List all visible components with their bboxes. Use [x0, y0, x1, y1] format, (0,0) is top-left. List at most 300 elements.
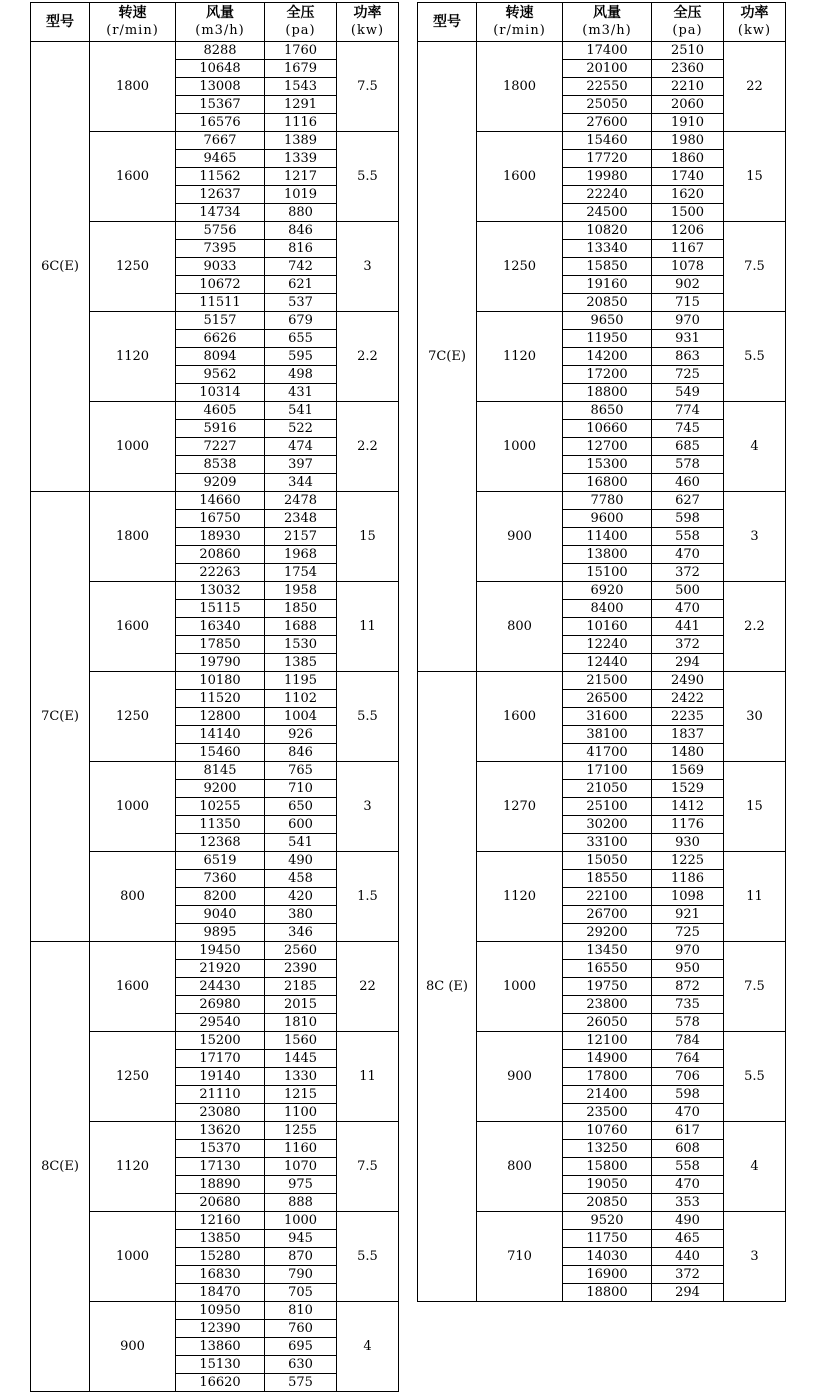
pressure-cell: 372 [652, 1266, 724, 1284]
pressure-cell: 1225 [652, 852, 724, 870]
power-cell: 5.5 [724, 1032, 786, 1122]
airflow-cell: 19140 [176, 1068, 265, 1086]
airflow-cell: 20680 [176, 1194, 265, 1212]
pressure-cell: 440 [652, 1248, 724, 1266]
header-airflow [176, 3, 265, 42]
airflow-cell: 15100 [563, 564, 652, 582]
airflow-cell: 10820 [563, 222, 652, 240]
pressure-cell: 1480 [652, 744, 724, 762]
pressure-cell: 490 [265, 852, 337, 870]
speed-cell: 1250 [90, 1032, 176, 1122]
airflow-cell: 15370 [176, 1140, 265, 1158]
airflow-cell: 12160 [176, 1212, 265, 1230]
speed-cell: 800 [90, 852, 176, 942]
airflow-cell: 22240 [563, 186, 652, 204]
airflow-cell: 14660 [176, 492, 265, 510]
pressure-cell: 1255 [265, 1122, 337, 1140]
airflow-cell: 8538 [176, 456, 265, 474]
pressure-cell: 655 [265, 330, 337, 348]
speed-cell: 1270 [477, 762, 563, 852]
speed-cell: 1800 [477, 42, 563, 132]
airflow-cell: 12700 [563, 438, 652, 456]
pressure-cell: 474 [265, 438, 337, 456]
airflow-cell: 11400 [563, 528, 652, 546]
pressure-cell: 1195 [265, 672, 337, 690]
speed-cell: 1250 [90, 672, 176, 762]
pressure-cell: 1116 [265, 114, 337, 132]
header-unit: (kw) [737, 23, 772, 38]
pressure-cell: 1543 [265, 78, 337, 96]
pressure-cell: 346 [265, 924, 337, 942]
pressure-cell: 441 [652, 618, 724, 636]
speed-cell: 800 [477, 1122, 563, 1212]
airflow-cell: 17170 [176, 1050, 265, 1068]
pressure-cell: 575 [265, 1374, 337, 1392]
airflow-cell: 18470 [176, 1284, 265, 1302]
pressure-cell: 1679 [265, 60, 337, 78]
speed-cell: 710 [477, 1212, 563, 1302]
table-body [418, 42, 786, 1302]
pressure-cell: 420 [265, 888, 337, 906]
airflow-cell: 7360 [176, 870, 265, 888]
airflow-cell: 26500 [563, 690, 652, 708]
airflow-cell: 13800 [563, 546, 652, 564]
pressure-cell: 630 [265, 1356, 337, 1374]
airflow-cell: 9650 [563, 312, 652, 330]
airflow-cell: 13008 [176, 78, 265, 96]
airflow-cell: 8200 [176, 888, 265, 906]
airflow-cell: 13850 [176, 1230, 265, 1248]
pressure-cell: 735 [652, 996, 724, 1014]
header-title: 全压 [286, 5, 315, 21]
pressure-cell: 372 [652, 564, 724, 582]
pressure-cell: 2560 [265, 942, 337, 960]
pressure-cell: 458 [265, 870, 337, 888]
header-airflow [563, 3, 652, 42]
airflow-cell: 16576 [176, 114, 265, 132]
airflow-cell: 10314 [176, 384, 265, 402]
header-unit: (m3/h) [195, 23, 245, 38]
pressure-cell: 685 [652, 438, 724, 456]
pressure-cell: 1740 [652, 168, 724, 186]
airflow-cell: 17800 [563, 1068, 652, 1086]
airflow-cell: 9520 [563, 1212, 652, 1230]
pressure-cell: 598 [652, 1086, 724, 1104]
power-cell: 11 [724, 852, 786, 942]
airflow-cell: 31600 [563, 708, 652, 726]
pressure-cell: 760 [265, 1320, 337, 1338]
airflow-cell: 18800 [563, 1284, 652, 1302]
pressure-cell: 715 [652, 294, 724, 312]
airflow-cell: 13860 [176, 1338, 265, 1356]
airflow-cell: 15130 [176, 1356, 265, 1374]
airflow-cell: 4605 [176, 402, 265, 420]
pressure-cell: 1850 [265, 600, 337, 618]
airflow-cell: 18930 [176, 528, 265, 546]
airflow-cell: 16900 [563, 1266, 652, 1284]
pressure-cell: 558 [652, 1158, 724, 1176]
pressure-cell: 2510 [652, 42, 724, 60]
airflow-cell: 16550 [563, 960, 652, 978]
airflow-cell: 9562 [176, 366, 265, 384]
pressure-cell: 2348 [265, 510, 337, 528]
airflow-cell: 10648 [176, 60, 265, 78]
power-cell: 5.5 [337, 672, 399, 762]
model-cell: 8C(E) [31, 942, 90, 1392]
pressure-cell: 1389 [265, 132, 337, 150]
header-pressure [265, 3, 337, 42]
table-body [31, 42, 399, 1392]
header-unit: (pa) [285, 23, 316, 38]
airflow-cell: 15460 [176, 744, 265, 762]
speed-cell: 1600 [477, 672, 563, 762]
pressure-cell: 537 [265, 294, 337, 312]
header-unit: (r/min) [493, 23, 546, 38]
table-row [418, 672, 786, 690]
pressure-cell: 1078 [652, 258, 724, 276]
pressure-cell: 774 [652, 402, 724, 420]
airflow-cell: 5756 [176, 222, 265, 240]
pressure-cell: 706 [652, 1068, 724, 1086]
airflow-cell: 6626 [176, 330, 265, 348]
pressure-cell: 2015 [265, 996, 337, 1014]
airflow-cell: 13450 [563, 942, 652, 960]
pressure-cell: 621 [265, 276, 337, 294]
airflow-cell: 17130 [176, 1158, 265, 1176]
pressure-cell: 470 [652, 1104, 724, 1122]
speed-cell: 1000 [477, 402, 563, 492]
airflow-cell: 14900 [563, 1050, 652, 1068]
airflow-cell: 23800 [563, 996, 652, 1014]
power-cell: 4 [337, 1302, 399, 1392]
pressure-cell: 679 [265, 312, 337, 330]
speed-cell: 1600 [90, 132, 176, 222]
airflow-cell: 15367 [176, 96, 265, 114]
model-cell: 7C(E) [418, 42, 477, 672]
airflow-cell: 21400 [563, 1086, 652, 1104]
pressure-cell: 880 [265, 204, 337, 222]
power-cell: 1.5 [337, 852, 399, 942]
pressure-cell: 1530 [265, 636, 337, 654]
power-cell: 7.5 [337, 1122, 399, 1212]
airflow-cell: 11562 [176, 168, 265, 186]
header-title: 风量 [206, 5, 234, 21]
pressure-cell: 1980 [652, 132, 724, 150]
table-row [31, 942, 399, 960]
pressure-cell: 1070 [265, 1158, 337, 1176]
pressure-cell: 863 [652, 348, 724, 366]
airflow-cell: 12240 [563, 636, 652, 654]
pressure-cell: 2210 [652, 78, 724, 96]
power-cell: 30 [724, 672, 786, 762]
airflow-cell: 41700 [563, 744, 652, 762]
pressure-cell: 1860 [652, 150, 724, 168]
airflow-cell: 14140 [176, 726, 265, 744]
table-header [31, 3, 399, 42]
pressure-cell: 600 [265, 816, 337, 834]
airflow-cell: 22263 [176, 564, 265, 582]
airflow-cell: 24430 [176, 978, 265, 996]
airflow-cell: 17720 [563, 150, 652, 168]
power-cell: 7.5 [724, 942, 786, 1032]
airflow-cell: 8288 [176, 42, 265, 60]
speed-cell: 1800 [90, 42, 176, 132]
airflow-cell: 8650 [563, 402, 652, 420]
airflow-cell: 16620 [176, 1374, 265, 1392]
pressure-cell: 1160 [265, 1140, 337, 1158]
pressure-cell: 1206 [652, 222, 724, 240]
airflow-cell: 38100 [563, 726, 652, 744]
airflow-cell: 10950 [176, 1302, 265, 1320]
airflow-cell: 9209 [176, 474, 265, 492]
speed-cell: 1600 [90, 582, 176, 672]
airflow-cell: 15300 [563, 456, 652, 474]
pressure-cell: 490 [652, 1212, 724, 1230]
airflow-cell: 12637 [176, 186, 265, 204]
header-title: 转速 [505, 5, 534, 21]
pressure-cell: 498 [265, 366, 337, 384]
pressure-cell: 2390 [265, 960, 337, 978]
model-cell: 8C (E) [418, 672, 477, 1302]
speed-cell: 1000 [477, 942, 563, 1032]
airflow-cell: 7395 [176, 240, 265, 258]
pressure-cell: 598 [652, 510, 724, 528]
pressure-cell: 1100 [265, 1104, 337, 1122]
pressure-cell: 460 [652, 474, 724, 492]
power-cell: 11 [337, 582, 399, 672]
airflow-cell: 16830 [176, 1266, 265, 1284]
airflow-cell: 15280 [176, 1248, 265, 1266]
airflow-cell: 19790 [176, 654, 265, 672]
power-cell: 3 [337, 762, 399, 852]
power-cell: 7.5 [337, 42, 399, 132]
airflow-cell: 23500 [563, 1104, 652, 1122]
airflow-cell: 21050 [563, 780, 652, 798]
airflow-cell: 25100 [563, 798, 652, 816]
power-cell: 3 [724, 492, 786, 582]
speed-cell: 1250 [90, 222, 176, 312]
pressure-cell: 1760 [265, 42, 337, 60]
pressure-cell: 926 [265, 726, 337, 744]
airflow-cell: 9040 [176, 906, 265, 924]
pressure-cell: 921 [652, 906, 724, 924]
airflow-cell: 27600 [563, 114, 652, 132]
airflow-cell: 11520 [176, 690, 265, 708]
airflow-cell: 22550 [563, 78, 652, 96]
pressure-cell: 344 [265, 474, 337, 492]
pressure-cell: 888 [265, 1194, 337, 1212]
header-title: 功率 [353, 5, 382, 21]
pressure-cell: 784 [652, 1032, 724, 1050]
header-title: 功率 [740, 5, 769, 21]
pressure-cell: 1958 [265, 582, 337, 600]
pressure-cell: 1176 [652, 816, 724, 834]
pressure-cell: 1000 [265, 1212, 337, 1230]
pressure-cell: 975 [265, 1176, 337, 1194]
pressure-cell: 372 [652, 636, 724, 654]
power-cell: 4 [724, 1122, 786, 1212]
airflow-cell: 22100 [563, 888, 652, 906]
airflow-cell: 12390 [176, 1320, 265, 1338]
airflow-cell: 6519 [176, 852, 265, 870]
pressure-cell: 705 [265, 1284, 337, 1302]
header-title: 型号 [46, 13, 74, 30]
airflow-cell: 24500 [563, 204, 652, 222]
airflow-cell: 5916 [176, 420, 265, 438]
pressure-cell: 294 [652, 1284, 724, 1302]
airflow-cell: 16750 [176, 510, 265, 528]
airflow-cell: 17100 [563, 762, 652, 780]
header-unit: (kw) [350, 23, 385, 38]
pressure-cell: 1837 [652, 726, 724, 744]
header-power [724, 3, 786, 42]
airflow-cell: 15115 [176, 600, 265, 618]
airflow-cell: 26980 [176, 996, 265, 1014]
pressure-cell: 816 [265, 240, 337, 258]
pressure-cell: 1215 [265, 1086, 337, 1104]
airflow-cell: 21500 [563, 672, 652, 690]
header-unit: (pa) [672, 23, 703, 38]
pressure-cell: 765 [265, 762, 337, 780]
pressure-cell: 725 [652, 924, 724, 942]
airflow-cell: 8094 [176, 348, 265, 366]
pressure-cell: 431 [265, 384, 337, 402]
airflow-cell: 11950 [563, 330, 652, 348]
pressure-cell: 742 [265, 258, 337, 276]
power-cell: 15 [337, 492, 399, 582]
airflow-cell: 17850 [176, 636, 265, 654]
pressure-cell: 1445 [265, 1050, 337, 1068]
header-model [418, 3, 477, 42]
pressure-cell: 1569 [652, 762, 724, 780]
power-cell: 5.5 [337, 1212, 399, 1302]
airflow-cell: 15850 [563, 258, 652, 276]
pressure-cell: 930 [652, 834, 724, 852]
speed-cell: 900 [477, 492, 563, 582]
airflow-cell: 10160 [563, 618, 652, 636]
table-row [31, 492, 399, 510]
pressure-cell: 846 [265, 222, 337, 240]
airflow-cell: 21110 [176, 1086, 265, 1104]
airflow-cell: 25050 [563, 96, 652, 114]
pressure-cell: 745 [652, 420, 724, 438]
pressure-cell: 970 [652, 942, 724, 960]
power-cell: 3 [337, 222, 399, 312]
airflow-cell: 16340 [176, 618, 265, 636]
pressure-cell: 1620 [652, 186, 724, 204]
pressure-cell: 2185 [265, 978, 337, 996]
pressure-cell: 541 [265, 834, 337, 852]
speed-cell: 1000 [90, 402, 176, 492]
pressure-cell: 902 [652, 276, 724, 294]
speed-cell: 1600 [477, 132, 563, 222]
pressure-cell: 1217 [265, 168, 337, 186]
pressure-cell: 872 [652, 978, 724, 996]
airflow-cell: 10660 [563, 420, 652, 438]
airflow-cell: 9465 [176, 150, 265, 168]
airflow-cell: 26700 [563, 906, 652, 924]
pressure-cell: 2490 [652, 672, 724, 690]
pressure-cell: 1688 [265, 618, 337, 636]
pressure-cell: 617 [652, 1122, 724, 1140]
airflow-cell: 13250 [563, 1140, 652, 1158]
pressure-cell: 2478 [265, 492, 337, 510]
airflow-cell: 15800 [563, 1158, 652, 1176]
pressure-cell: 1754 [265, 564, 337, 582]
header-title: 风量 [593, 5, 621, 21]
airflow-cell: 30200 [563, 816, 652, 834]
speed-cell: 900 [477, 1032, 563, 1122]
pressure-cell: 2422 [652, 690, 724, 708]
pressure-cell: 710 [265, 780, 337, 798]
airflow-cell: 11350 [176, 816, 265, 834]
airflow-cell: 8400 [563, 600, 652, 618]
airflow-cell: 13032 [176, 582, 265, 600]
pressure-cell: 595 [265, 348, 337, 366]
airflow-cell: 14734 [176, 204, 265, 222]
airflow-cell: 33100 [563, 834, 652, 852]
pressure-cell: 294 [652, 654, 724, 672]
pressure-cell: 1385 [265, 654, 337, 672]
airflow-cell: 20100 [563, 60, 652, 78]
speed-cell: 1250 [477, 222, 563, 312]
pressure-cell: 1412 [652, 798, 724, 816]
airflow-cell: 14030 [563, 1248, 652, 1266]
airflow-cell: 13340 [563, 240, 652, 258]
power-cell: 4 [724, 402, 786, 492]
speed-cell: 1120 [90, 1122, 176, 1212]
fan-spec-table-right [417, 2, 786, 1302]
airflow-cell: 19980 [563, 168, 652, 186]
airflow-cell: 18890 [176, 1176, 265, 1194]
airflow-cell: 19450 [176, 942, 265, 960]
pressure-cell: 1500 [652, 204, 724, 222]
pressure-cell: 810 [265, 1302, 337, 1320]
airflow-cell: 12800 [176, 708, 265, 726]
airflow-cell: 19160 [563, 276, 652, 294]
airflow-cell: 29200 [563, 924, 652, 942]
pressure-cell: 541 [265, 402, 337, 420]
airflow-cell: 8145 [176, 762, 265, 780]
airflow-cell: 29540 [176, 1014, 265, 1032]
pressure-cell: 1910 [652, 114, 724, 132]
airflow-cell: 18550 [563, 870, 652, 888]
power-cell: 5.5 [724, 312, 786, 402]
power-cell: 2.2 [724, 582, 786, 672]
pressure-cell: 397 [265, 456, 337, 474]
pressure-cell: 2235 [652, 708, 724, 726]
pressure-cell: 1339 [265, 150, 337, 168]
pressure-cell: 945 [265, 1230, 337, 1248]
header-speed [477, 3, 563, 42]
airflow-cell: 12368 [176, 834, 265, 852]
airflow-cell: 11750 [563, 1230, 652, 1248]
pressure-cell: 470 [652, 546, 724, 564]
airflow-cell: 17200 [563, 366, 652, 384]
power-cell: 22 [337, 942, 399, 1032]
header-title: 转速 [118, 5, 147, 21]
pressure-cell: 558 [652, 528, 724, 546]
pressure-cell: 1004 [265, 708, 337, 726]
pressure-cell: 2157 [265, 528, 337, 546]
header-speed [90, 3, 176, 42]
airflow-cell: 15200 [176, 1032, 265, 1050]
airflow-cell: 10672 [176, 276, 265, 294]
airflow-cell: 20850 [563, 294, 652, 312]
airflow-cell: 7227 [176, 438, 265, 456]
airflow-cell: 10760 [563, 1122, 652, 1140]
airflow-cell: 7780 [563, 492, 652, 510]
